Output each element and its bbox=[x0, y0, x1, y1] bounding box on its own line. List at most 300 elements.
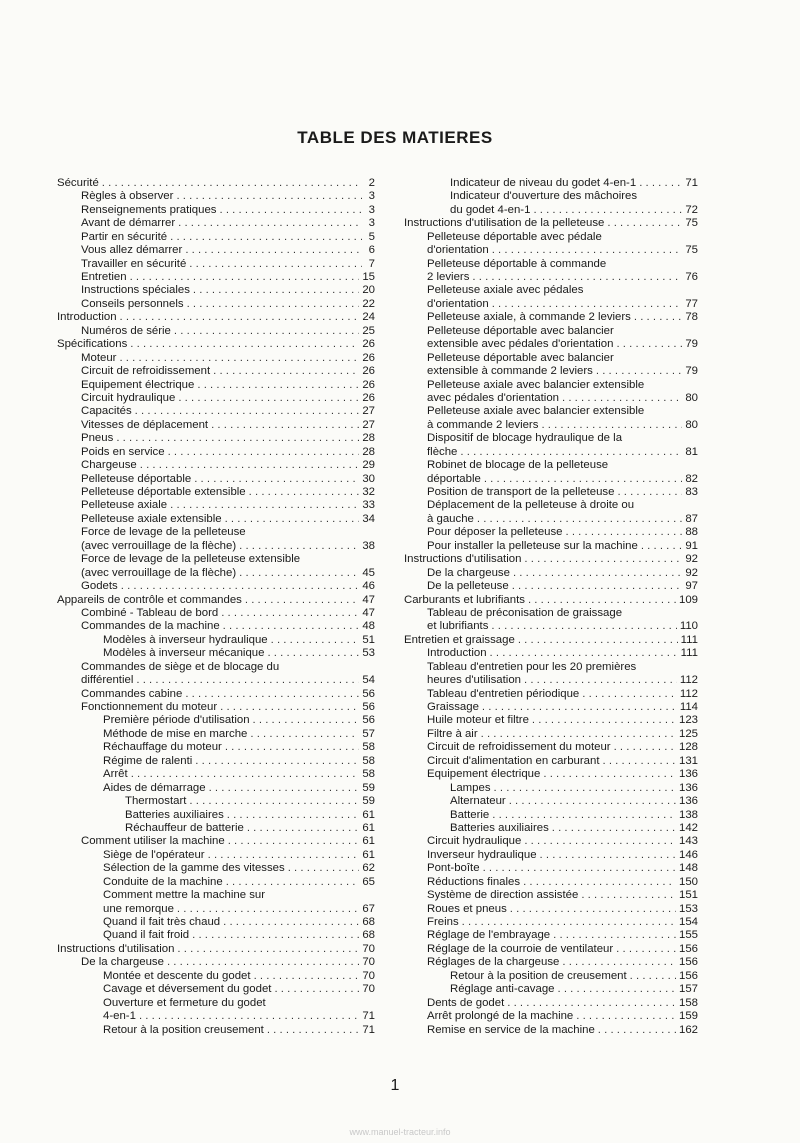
toc-entry-page: 76 bbox=[685, 271, 698, 284]
toc-leader-dots bbox=[220, 204, 362, 217]
toc-entry bbox=[404, 217, 698, 230]
toc-leader-dots bbox=[249, 486, 360, 499]
toc-entry-title: à gauche bbox=[427, 512, 474, 525]
toc-entry-title: Réglage de la courroie de ventilateur bbox=[427, 942, 614, 955]
toc-entry-title: Arrêt prolongé de la machine bbox=[427, 1010, 574, 1023]
toc-entry-page: 88 bbox=[685, 526, 698, 539]
toc-entry bbox=[57, 446, 375, 459]
toc-entry-page: 26 bbox=[362, 365, 375, 378]
toc-entry bbox=[404, 486, 698, 499]
toc-entry-title: Huile moteur et filtre bbox=[427, 714, 529, 727]
toc-entry bbox=[404, 876, 698, 889]
toc-entry-page: 68 bbox=[362, 916, 375, 929]
toc-entry-title: une remorque bbox=[103, 902, 174, 915]
toc-entry-title: Pelleteuse déportable bbox=[81, 472, 192, 485]
toc-entry bbox=[404, 392, 698, 405]
toc-leader-dots bbox=[477, 513, 682, 526]
toc-entry-title: du godet 4-en-1 bbox=[450, 203, 531, 216]
toc-entry-title: Pelleteuse axiale avec balancier extensible bbox=[427, 405, 645, 418]
watermark: www.manuel-tracteur.info bbox=[349, 1127, 451, 1137]
toc-leader-dots bbox=[576, 1010, 676, 1023]
toc-entry-page: 157 bbox=[678, 983, 698, 996]
toc-entry-page: 29 bbox=[362, 459, 375, 472]
toc-entry bbox=[404, 446, 698, 459]
toc-entry-page: 91 bbox=[685, 539, 698, 552]
toc-leader-dots bbox=[288, 862, 360, 875]
toc-entry-title: Réglages de la chargeuse bbox=[427, 956, 560, 969]
toc-leader-dots bbox=[616, 943, 676, 956]
toc-entry-page: 67 bbox=[362, 902, 375, 915]
toc-entry-title: Arrêt bbox=[103, 768, 128, 781]
toc-leader-dots bbox=[189, 795, 359, 808]
toc-entry-page: 80 bbox=[685, 418, 698, 431]
toc-leader-dots bbox=[491, 620, 676, 633]
toc-entry-page: 158 bbox=[678, 996, 698, 1009]
toc-leader-dots bbox=[168, 446, 360, 459]
toc-leader-dots bbox=[553, 929, 676, 942]
toc-entry-title: Régime de ralenti bbox=[103, 754, 193, 767]
toc-leader-dots bbox=[492, 244, 683, 257]
toc-entry-title: Pelleteuse axiale extensible bbox=[81, 512, 222, 525]
toc-leader-dots bbox=[178, 217, 362, 230]
toc-entry-page: 61 bbox=[362, 835, 375, 848]
toc-entry-page: 20 bbox=[362, 284, 375, 297]
toc-leader-dots bbox=[176, 190, 362, 203]
toc-entry-page: 156 bbox=[678, 942, 698, 955]
toc-leader-dots bbox=[139, 1010, 359, 1023]
toc-leader-dots bbox=[254, 970, 360, 983]
toc-entry-page: 87 bbox=[685, 512, 698, 525]
toc-entry bbox=[404, 983, 698, 996]
toc-entry-page: 7 bbox=[368, 257, 375, 270]
toc-entry-page: 56 bbox=[362, 687, 375, 700]
toc-entry bbox=[404, 459, 698, 472]
toc-entry bbox=[57, 580, 375, 593]
toc-entry-page: 148 bbox=[678, 862, 698, 875]
toc-entry-page: 30 bbox=[362, 472, 375, 485]
toc-entry-page: 26 bbox=[362, 351, 375, 364]
toc-entry bbox=[57, 231, 375, 244]
toc-entry-page: 3 bbox=[368, 203, 375, 216]
toc-entry-page: 54 bbox=[362, 674, 375, 687]
toc-entry-title: Comment utiliser la machine bbox=[81, 835, 225, 848]
toc-entry-title: Conduite de la machine bbox=[103, 875, 223, 888]
toc-entry bbox=[404, 379, 698, 392]
toc-leader-dots bbox=[189, 258, 362, 271]
toc-entry-page: 3 bbox=[368, 190, 375, 203]
toc-leader-dots bbox=[131, 768, 360, 781]
toc-entry-title: Batterie bbox=[450, 808, 490, 821]
toc-leader-dots bbox=[185, 688, 359, 701]
toc-leader-dots bbox=[119, 352, 359, 365]
toc-leader-dots bbox=[121, 580, 360, 593]
toc-entry-title: Lampes bbox=[450, 781, 491, 794]
toc-entry-page: 111 bbox=[680, 633, 698, 646]
toc-entry-title: Dents de godet bbox=[427, 996, 505, 1009]
toc-leader-dots bbox=[267, 1024, 360, 1037]
toc-leader-dots bbox=[507, 997, 676, 1010]
toc-entry-page: 38 bbox=[362, 539, 375, 552]
toc-entry-title: De la chargeuse bbox=[81, 956, 164, 969]
toc-entry-title: avec pédales d'orientation bbox=[427, 391, 559, 404]
toc-entry bbox=[57, 217, 375, 230]
toc-entry bbox=[404, 204, 698, 217]
toc-entry-page: 92 bbox=[685, 566, 698, 579]
toc-entry-title: extensible à commande 2 leviers bbox=[427, 365, 593, 378]
toc-entry bbox=[57, 365, 375, 378]
toc-leader-dots bbox=[247, 822, 359, 835]
toc-leader-dots bbox=[239, 540, 359, 553]
toc-left-column bbox=[57, 177, 375, 1037]
toc-leader-dots bbox=[581, 889, 676, 902]
toc-entry-title: Règles à observer bbox=[81, 190, 174, 203]
toc-entry-title: Tableau de préconisation de graissage bbox=[427, 606, 623, 619]
toc-entry-title: Avant de démarrer bbox=[81, 217, 176, 230]
toc-entry-title: Pour déposer la pelleteuse bbox=[427, 526, 563, 539]
toc-entry bbox=[404, 943, 698, 956]
toc-entry bbox=[404, 580, 698, 593]
toc-entry bbox=[404, 728, 698, 741]
toc-entry-title: Réchauffeur de batterie bbox=[125, 821, 244, 834]
toc-entry-title: et lubrifiants bbox=[427, 620, 489, 633]
toc-entry-page: 75 bbox=[685, 244, 698, 257]
toc-entry-page: 154 bbox=[678, 916, 698, 929]
toc-leader-dots bbox=[170, 231, 362, 244]
toc-entry-page: 68 bbox=[362, 929, 375, 942]
toc-entry-title: Indicateur de niveau du godet 4-en-1 bbox=[450, 176, 637, 189]
toc-entry-title: extensible avec pédales d'orientation bbox=[427, 338, 614, 351]
toc-leader-dots bbox=[250, 728, 359, 741]
toc-entry bbox=[57, 755, 375, 768]
toc-entry bbox=[404, 822, 698, 835]
toc-leader-dots bbox=[541, 419, 682, 432]
toc-entry bbox=[57, 930, 375, 943]
toc-entry bbox=[404, 620, 698, 633]
toc-entry-title: Partir en sécurité bbox=[81, 230, 168, 243]
toc-entry bbox=[404, 903, 698, 916]
toc-entry bbox=[57, 647, 375, 660]
toc-leader-dots bbox=[130, 338, 359, 351]
toc-entry-title: Réglage anti-cavage bbox=[450, 983, 555, 996]
toc-entry bbox=[404, 835, 698, 848]
toc-entry bbox=[404, 715, 698, 728]
toc-entry-page: 159 bbox=[678, 1010, 698, 1023]
toc-entry bbox=[404, 1010, 698, 1023]
toc-entry-title: Remise en service de la machine bbox=[427, 1023, 595, 1036]
toc-entry bbox=[57, 1010, 375, 1023]
toc-entry bbox=[57, 956, 375, 969]
toc-entry bbox=[404, 607, 698, 620]
toc-entry bbox=[404, 647, 698, 660]
toc-entry-page: 32 bbox=[362, 486, 375, 499]
toc-leader-dots bbox=[483, 862, 676, 875]
toc-entry bbox=[404, 862, 698, 875]
toc-entry-page: 146 bbox=[678, 848, 698, 861]
toc-entry-title: Pelleteuse déportable à commande bbox=[427, 257, 607, 270]
toc-entry-page: 47 bbox=[362, 593, 375, 606]
toc-entry-page: 162 bbox=[678, 1023, 698, 1036]
toc-entry bbox=[57, 459, 375, 472]
toc-entry-page: 151 bbox=[678, 889, 698, 902]
toc-entry-title: Fonctionnement du moteur bbox=[81, 701, 218, 714]
toc-entry-title: Tableau d'entretien pour les 20 premières bbox=[427, 660, 637, 673]
toc-leader-dots bbox=[177, 903, 359, 916]
toc-entry bbox=[404, 190, 698, 203]
toc-entry-page: 47 bbox=[362, 606, 375, 619]
toc-entry-title: Instructions d'utilisation bbox=[404, 553, 522, 566]
toc-entry-page: 79 bbox=[685, 365, 698, 378]
toc-leader-dots bbox=[492, 809, 676, 822]
toc-entry-title: Batteries auxiliaires bbox=[125, 808, 224, 821]
toc-entry-page: 138 bbox=[678, 808, 698, 821]
toc-entry bbox=[57, 190, 375, 203]
toc-entry bbox=[404, 916, 698, 929]
toc-leader-dots bbox=[227, 809, 360, 822]
toc-leader-dots bbox=[178, 392, 359, 405]
toc-right-column bbox=[404, 177, 698, 1037]
toc-entry bbox=[404, 500, 698, 513]
toc-entry-page: 56 bbox=[362, 714, 375, 727]
toc-entry-page: 70 bbox=[362, 983, 375, 996]
toc-entry bbox=[404, 553, 698, 566]
toc-entry-title: Réchauffage du moteur bbox=[103, 741, 222, 754]
toc-entry-page: 61 bbox=[362, 821, 375, 834]
toc-entry-page: 78 bbox=[685, 311, 698, 324]
toc-entry bbox=[57, 392, 375, 405]
toc-entry-page: 3 bbox=[368, 217, 375, 230]
toc-entry bbox=[404, 795, 698, 808]
toc-leader-dots bbox=[528, 594, 676, 607]
toc-entry bbox=[57, 526, 375, 539]
toc-leader-dots bbox=[540, 849, 676, 862]
toc-leader-dots bbox=[174, 325, 359, 338]
toc-entry-page: 26 bbox=[362, 338, 375, 351]
toc-entry-title: Numéros de série bbox=[81, 324, 171, 337]
toc-entry-title: Montée et descente du godet bbox=[103, 969, 251, 982]
toc-entry-page: 109 bbox=[678, 593, 698, 606]
toc-entry bbox=[404, 352, 698, 365]
toc-entry bbox=[57, 715, 375, 728]
toc-entry-title: Retour à la position de creusement bbox=[450, 969, 627, 982]
toc-entry-title: Pneus bbox=[81, 432, 114, 445]
toc-leader-dots bbox=[253, 714, 360, 727]
toc-leader-dots bbox=[177, 943, 359, 956]
toc-entry-page: 142 bbox=[678, 821, 698, 834]
toc-entry bbox=[404, 634, 698, 647]
toc-entry-title: (avec verrouillage de la flèche) bbox=[81, 539, 237, 552]
toc-entry-title: Poids en service bbox=[81, 445, 165, 458]
page-number: 1 bbox=[390, 1077, 400, 1094]
toc-entry-page: 59 bbox=[362, 795, 375, 808]
toc-entry-title: Pelleteuse déportable avec balancier bbox=[427, 351, 614, 364]
toc-entry bbox=[57, 809, 375, 822]
toc-entry bbox=[404, 970, 698, 983]
toc-leader-dots bbox=[634, 311, 682, 324]
toc-leader-dots bbox=[532, 714, 676, 727]
toc-entry-title: 2 leviers bbox=[427, 271, 470, 284]
toc-entry-page: 156 bbox=[678, 956, 698, 969]
toc-entry bbox=[404, 768, 698, 781]
toc-entry bbox=[57, 768, 375, 781]
toc-entry-title: Aides de démarrage bbox=[103, 781, 206, 794]
toc-entry bbox=[57, 567, 375, 580]
toc-entry-title: Alternateur bbox=[450, 795, 506, 808]
toc-entry-page: 77 bbox=[685, 297, 698, 310]
toc-leader-dots bbox=[558, 983, 676, 996]
toc-entry bbox=[57, 916, 375, 929]
toc-entry-page: 70 bbox=[362, 969, 375, 982]
toc-entry-page: 61 bbox=[362, 808, 375, 821]
toc-entry-page: 45 bbox=[362, 566, 375, 579]
toc-entry bbox=[57, 405, 375, 418]
toc-leader-dots bbox=[490, 647, 678, 660]
toc-entry-page: 111 bbox=[680, 647, 698, 660]
toc-leader-dots bbox=[598, 1024, 676, 1037]
toc-entry-title: Chargeuse bbox=[81, 459, 137, 472]
toc-entry-title: heures d'utilisation bbox=[427, 674, 521, 687]
toc-entry-title: Instructions spéciales bbox=[81, 284, 190, 297]
toc-leader-dots bbox=[193, 284, 359, 297]
toc-entry-title: Introduction bbox=[427, 647, 487, 660]
toc-entry-title: Circuit d'alimentation en carburant bbox=[427, 754, 600, 767]
toc-leader-dots bbox=[220, 701, 359, 714]
toc-leader-dots bbox=[484, 473, 682, 486]
toc-entry-title: Godets bbox=[81, 580, 118, 593]
toc-entry-page: 75 bbox=[685, 217, 698, 230]
toc-entry bbox=[57, 997, 375, 1010]
toc-leader-dots bbox=[510, 903, 676, 916]
toc-leader-dots bbox=[639, 177, 682, 190]
toc-entry-title: Position de transport de la pelleteuse bbox=[427, 486, 615, 499]
toc-entry-page: 79 bbox=[685, 338, 698, 351]
toc-leader-dots bbox=[187, 298, 360, 311]
toc-entry bbox=[57, 553, 375, 566]
toc-entry-title: Dispositif de blocage hydraulique de la bbox=[427, 432, 623, 445]
toc-entry bbox=[57, 634, 375, 647]
toc-leader-dots bbox=[481, 728, 676, 741]
toc-entry-page: 123 bbox=[678, 714, 698, 727]
toc-entry bbox=[404, 285, 698, 298]
toc-entry bbox=[404, 244, 698, 257]
toc-entry-title: Comment mettre la machine sur bbox=[103, 889, 266, 902]
toc-entry bbox=[404, 177, 698, 190]
toc-entry bbox=[404, 311, 698, 324]
toc-leader-dots bbox=[566, 526, 683, 539]
toc-entry-title: Sélection de la gamme des vitesses bbox=[103, 862, 285, 875]
toc-entry-title: Commandes de la machine bbox=[81, 620, 220, 633]
toc-entry-page: 80 bbox=[685, 391, 698, 404]
toc-entry-page: 70 bbox=[362, 942, 375, 955]
toc-entry bbox=[57, 379, 375, 392]
toc-leader-dots bbox=[641, 540, 682, 553]
toc-entry-page: 128 bbox=[678, 741, 698, 754]
toc-entry-title: De la chargeuse bbox=[427, 566, 510, 579]
toc-entry-title: différentiel bbox=[81, 674, 134, 687]
toc-leader-dots bbox=[274, 983, 359, 996]
toc-entry bbox=[404, 338, 698, 351]
toc-entry-title: Entretien et graissage bbox=[404, 633, 515, 646]
toc-entry-title: Circuit hydraulique bbox=[427, 835, 522, 848]
toc-entry bbox=[57, 258, 375, 271]
toc-leader-dots bbox=[524, 553, 682, 566]
toc-entry-title: Roues et pneus bbox=[427, 902, 507, 915]
toc-entry-title: Batteries auxiliaires bbox=[450, 821, 549, 834]
toc-entry-title: Pelleteuse axiale bbox=[81, 499, 168, 512]
toc-entry-page: 71 bbox=[685, 176, 698, 189]
toc-entry-page: 82 bbox=[685, 472, 698, 485]
toc-entry-title: flèche bbox=[427, 445, 458, 458]
toc-leader-dots bbox=[617, 486, 682, 499]
toc-entry bbox=[57, 903, 375, 916]
toc-entry-title: Pont-boîte bbox=[427, 862, 480, 875]
toc-entry bbox=[404, 956, 698, 969]
toc-entry bbox=[57, 177, 375, 190]
toc-leader-dots bbox=[239, 567, 359, 580]
toc-entry-title: d'orientation bbox=[427, 297, 489, 310]
toc-entry-page: 155 bbox=[678, 929, 698, 942]
toc-entry-page: 58 bbox=[362, 741, 375, 754]
toc-entry-title: Conseils personnels bbox=[81, 297, 184, 310]
toc-entry-title: Commandes de siège et de blocage du bbox=[81, 660, 280, 673]
toc-entry bbox=[57, 862, 375, 875]
toc-entry bbox=[57, 983, 375, 996]
toc-entry bbox=[57, 285, 375, 298]
page-title: TABLE DES MATIERES bbox=[297, 128, 493, 147]
toc-entry-page: 70 bbox=[362, 956, 375, 969]
toc-entry-title: Carburants et lubrifiants bbox=[404, 593, 525, 606]
toc-entry bbox=[57, 795, 375, 808]
toc-entry-title: déportable bbox=[427, 472, 481, 485]
toc-entry-page: 48 bbox=[362, 620, 375, 633]
toc-leader-dots bbox=[209, 782, 360, 795]
toc-entry bbox=[57, 688, 375, 701]
toc-entry-page: 71 bbox=[362, 1010, 375, 1023]
toc-entry bbox=[404, 809, 698, 822]
toc-leader-dots bbox=[462, 916, 676, 929]
toc-entry-page: 150 bbox=[678, 875, 698, 888]
toc-entry bbox=[57, 701, 375, 714]
toc-entry bbox=[57, 728, 375, 741]
toc-entry-title: à commande 2 leviers bbox=[427, 418, 539, 431]
toc-entry-page: 97 bbox=[685, 580, 698, 593]
toc-leader-dots bbox=[518, 634, 678, 647]
toc-entry-title: Réductions finales bbox=[427, 875, 521, 888]
toc-entry bbox=[57, 970, 375, 983]
toc-entry bbox=[57, 1024, 375, 1037]
toc-leader-dots bbox=[267, 647, 359, 660]
toc-entry bbox=[404, 930, 698, 943]
toc-entry-title: Première période d'utilisation bbox=[103, 714, 250, 727]
toc-leader-dots bbox=[185, 244, 362, 257]
toc-entry bbox=[404, 365, 698, 378]
toc-entry-title: Instructions d'utilisation de la pelleteuse bbox=[404, 217, 605, 230]
toc-leader-dots bbox=[271, 634, 360, 647]
toc-entry bbox=[57, 500, 375, 513]
toc-entry bbox=[404, 405, 698, 418]
toc-entry-title: Entretien bbox=[81, 271, 127, 284]
toc-entry bbox=[404, 1024, 698, 1037]
toc-entry-title: Siège de l'opérateur bbox=[103, 848, 205, 861]
toc-entry-page: 57 bbox=[362, 727, 375, 740]
toc-entry bbox=[404, 258, 698, 271]
toc-leader-dots bbox=[614, 741, 676, 754]
toc-entry-page: 56 bbox=[362, 701, 375, 714]
toc-entry-page: 24 bbox=[362, 311, 375, 324]
toc-entry bbox=[57, 607, 375, 620]
toc-entry-title: Indicateur d'ouverture des mâchoires bbox=[450, 190, 638, 203]
toc-entry-title: Thermostart bbox=[125, 795, 187, 808]
toc-entry-page: 51 bbox=[362, 633, 375, 646]
